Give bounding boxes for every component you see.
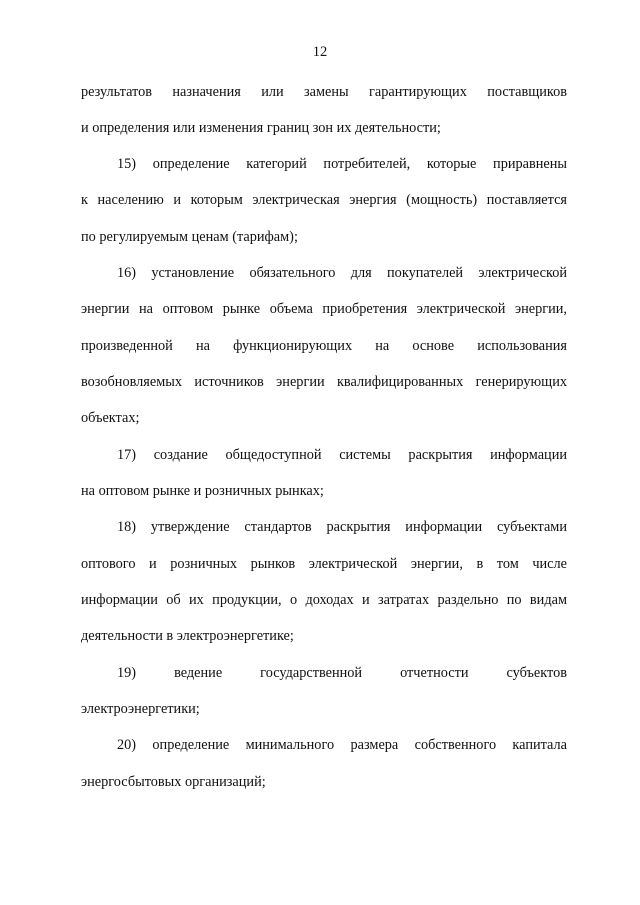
text-line: произведенной на функционирующих на основе использования bbox=[81, 338, 567, 354]
text-line: энергии на оптовом рынке объема приобретения электрической энергии, bbox=[81, 301, 567, 317]
text-line: информации об их продукции, о доходах и затратах раздельно по видам bbox=[81, 592, 567, 608]
text-line: деятельности в электроэнергетике; bbox=[81, 628, 294, 644]
page-number: 12 bbox=[312, 44, 328, 60]
text-line: результатов назначения или замены гарантирующих поставщиков bbox=[81, 84, 567, 100]
text-line: 19) ведение государственной отчетности субъектов bbox=[117, 665, 567, 681]
text-line: 16) установление обязательного для покупателей электрической bbox=[117, 265, 567, 281]
text-line: по регулируемым ценам (тарифам); bbox=[81, 229, 298, 245]
text-line: на оптовом рынке и розничных рынках; bbox=[81, 483, 324, 499]
text-line: 15) определение категорий потребителей, которые приравнены bbox=[117, 156, 567, 172]
text-line: возобновляемых источников энергии квалифицированных генерирующих bbox=[81, 374, 567, 390]
text-line: объектах; bbox=[81, 410, 140, 426]
text-line: 17) создание общедоступной системы раскрытия информации bbox=[117, 447, 567, 463]
text-line: и определения или изменения границ зон их деятельности; bbox=[81, 120, 441, 136]
text-line: к населению и которым электрическая энергия (мощность) поставляется bbox=[81, 192, 567, 208]
text-line: 18) утверждение стандартов раскрытия информации субъектами bbox=[117, 519, 567, 535]
text-line: электроэнергетики; bbox=[81, 701, 200, 717]
text-line: энергосбытовых организаций; bbox=[81, 774, 266, 790]
text-line: оптового и розничных рынков электрической энергии, в том числе bbox=[81, 556, 567, 572]
text-line: 20) определение минимального размера собственного капитала bbox=[117, 737, 567, 753]
